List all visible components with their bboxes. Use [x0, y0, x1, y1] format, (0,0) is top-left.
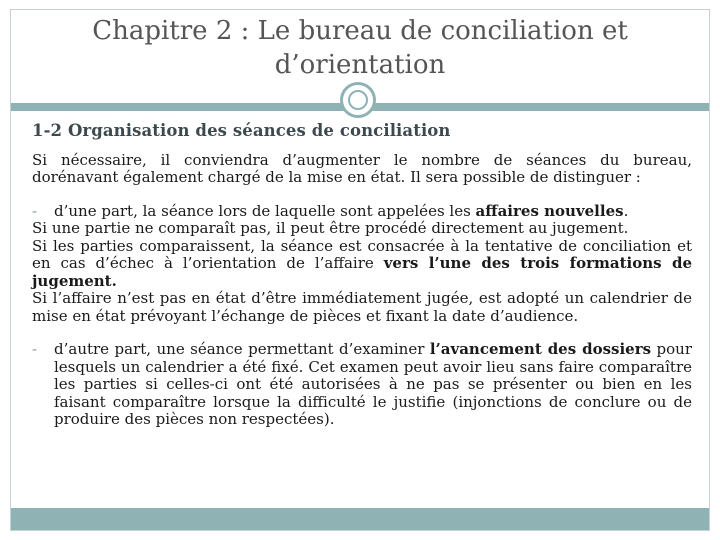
- slide-title: [31, 14, 689, 82]
- paragraph-parties-present: [32, 238, 692, 291]
- title-line-1: Chapitre 2 : Le bureau de conciliation et: [92, 16, 628, 46]
- slide-body: [32, 122, 692, 429]
- paragraph-calendar: Si l’affaire n’est pas en état d’être immédiatement jugée, est adopté un calendrier de mise en état prévoyant l’échange de pièces et fixant la date d’audience.: [32, 289, 692, 325]
- bullet-1-bold: affaires nouvelles: [475, 201, 624, 220]
- dash-bullet-icon: -: [32, 340, 38, 358]
- bullet-1-text-before: d’une part, la séance lors de laquelle sont appelées les: [54, 201, 476, 220]
- bullet-2-bold: l’avancement des dossiers: [429, 340, 652, 358]
- title-line-2: d’orientation: [274, 50, 446, 80]
- para-b-text: Si les parties comparaissent, la séance est consacrée à la tentative de conciliation et en cas d’échec à l’orientation de l’affaire: [32, 236, 692, 272]
- dash-bullet-icon: -: [32, 201, 38, 220]
- bullet-1-text-after: .: [623, 201, 629, 220]
- slide: [10, 9, 710, 531]
- bullet-item-2: [32, 341, 692, 429]
- bullet-1-text: [54, 203, 692, 221]
- paragraph-absent-party: Si une partie ne comparaît pas, il peut être procédé directement au jugement.: [32, 219, 629, 237]
- para-b-bold: vers l’une des trois formations de jugement.: [32, 254, 692, 290]
- footer-bar: [11, 508, 709, 530]
- intro-paragraph: Si nécessaire, il conviendra d’augmenter le nombre de séances du bureau, dorénavant également chargé de la mise en état. Il sera possible de distinguer :: [32, 150, 692, 186]
- circle-ornament-icon: [340, 82, 376, 118]
- bullet-2-text: [54, 341, 692, 429]
- bullet-item-1: [32, 203, 692, 221]
- bullet-2-text-before: d’autre part, une séance permettant d’examiner: [54, 340, 430, 358]
- section-subtitle: 1-2 Organisation des séances de conciliation: [32, 121, 451, 140]
- bullet-2-text-after: pour lesquels un calendrier a été fixé. Cet examen peut avoir lieu sans faire comparaître les parties si celles-ci ont été autorisées à ne pas se présenter ou bien en les faisant comparaître lorsque la difficulté le justifie (injonctions de conclure ou de produire des pièces non respectées).: [54, 340, 692, 428]
